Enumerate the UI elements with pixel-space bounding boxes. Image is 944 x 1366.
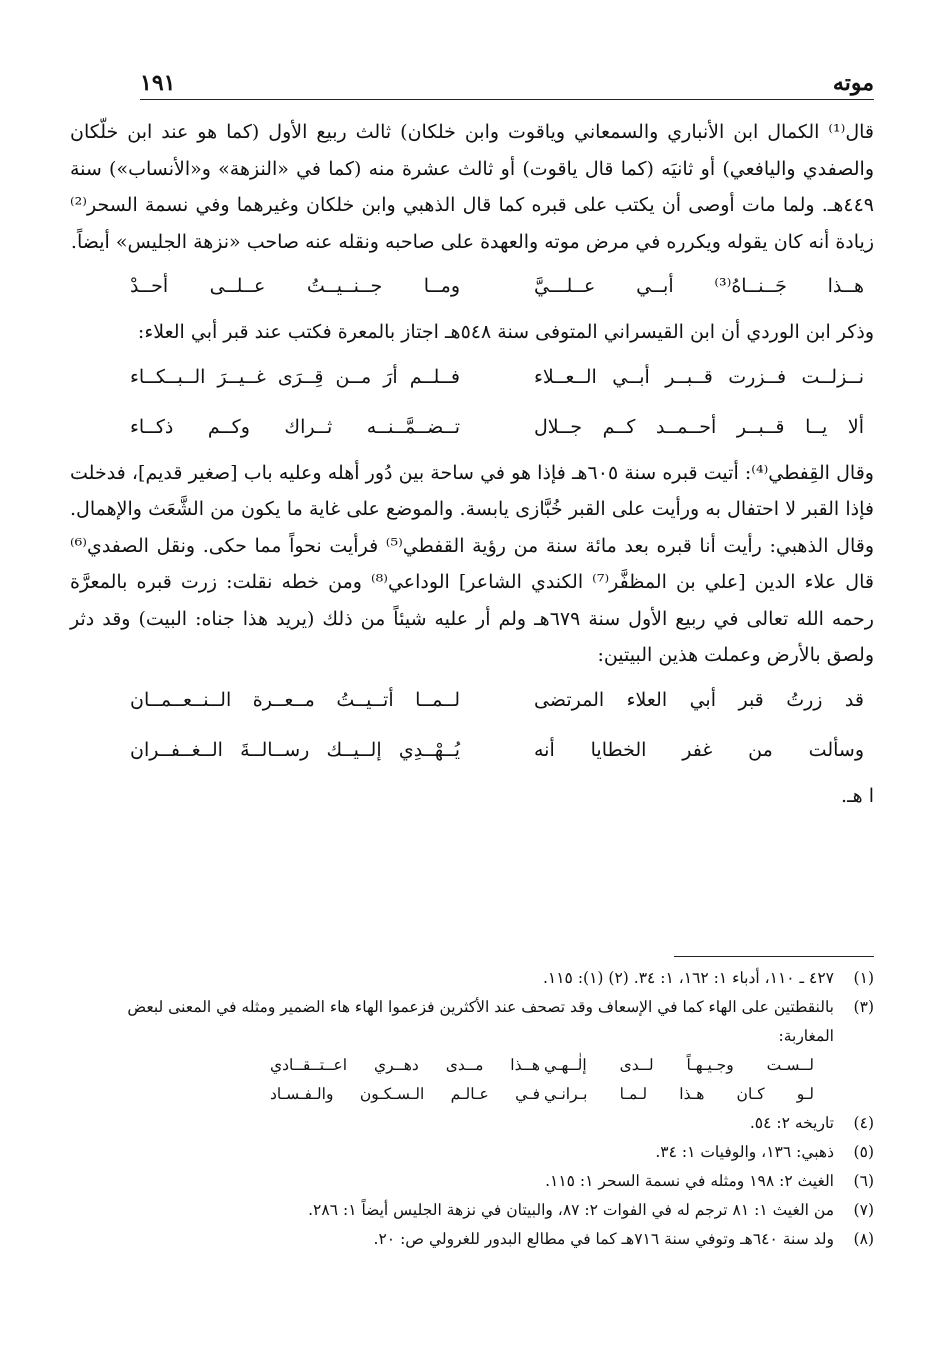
paragraph-1: قال⁽¹⁾ الكمال ابن الأنباري والسمعاني وياقوت وابن خلكان) ثالث ربيع الأول (كما هو عند ابن خلّكان والصفدي واليافعي) أو ثانيَه (كما قال ياقوت) أو ثالث عشرة منه (كما في «النزهة» و«الأنساب») سنة ٤٤٩هـ. ولما مات أوصى أن يكتب على قبره كما قال الذهبي وابن خلكان وغيرهما وفي نسمة السحر⁽²⁾ زيادة أنه كان يقوله ويكرره في مرض موته والعهدة على صاحبه ونقله عنه صاحب «نزهة الجليس» أيضاً. [70,121,874,253]
paragraph-2: وذكر ابن الوردي أن ابن القيسراني المتوفى سنة ٥٤٨هـ اجتاز بالمعرة فكتب عند قبر أبي العلاء: [137,321,874,343]
footnote [70,1196,874,1225]
hemistich-left: هــذا مــدى دهــري اعــتــقــادي [270,1056,540,1074]
footnote-number: (٤) [853,1114,874,1132]
hemistich-right: نــزلــت فــزرت قــبــر أبــي الــعــلاء [534,365,864,388]
header-title: موته [832,70,874,96]
hemistich-left: تــضــمَّــنــه ثــراك وكــم ذكــاء [130,415,460,438]
footnote [70,1138,874,1167]
footnote-number: (٨) [853,1230,874,1248]
footnote [70,1109,874,1138]
footnote-rule [674,956,874,957]
end-mark: ا هـ. [841,784,874,807]
verse-line [130,264,864,308]
running-header [140,62,874,96]
footnote-text: بالنقطتين على الهاء كما في الإسعاف وقد تصحف عند الأكثرين فزعموا الهاء هاء الضمير ومثله في المعنى لبعض المغاربة: [127,998,834,1045]
verse-line [130,405,864,449]
hemistich-right: قد زرتُ قبر أبي العلاء المرتضى [534,688,864,711]
footnote-number: (١) [853,969,874,987]
footnote-text: الغيث ٢: ١٩٨ ومثله في نسمة السحر ١: ١١٥. [545,1172,834,1190]
footnote-text: ولد سنة ٦٤٠هـ وتوفي سنة ٧١٦هـ كما في مطالع البدور للغرولي ص: ٢٠. [373,1230,834,1248]
footnotes [70,964,874,1254]
hemistich-left: يُــهْــدِي إلــيــك رســالــةَ الــغــفــران [130,738,460,761]
footnote-text: ذهبي: ١٣٦، والوفيات ١: ٣٤. [655,1143,834,1161]
verse-line [130,355,864,399]
footnote-number: (٥) [853,1143,874,1161]
footnote-text: تاريخه ٢: ٥٤. [749,1114,834,1132]
footnote-number: (٣) [853,998,874,1016]
hemistich-left: لــمــا أتــيــتُ مــعــرة الــنــعــمــان [130,688,460,711]
main-text [70,114,874,814]
footnote-text: ٤٢٧ ـ ١١٠، أدباء ١: ١٦٢، ١: ٣٤. (٢) (١): ١١٥. [542,969,834,987]
hemistich-right: ألا يــا قــبــر أحــمــد كــم جــلال [534,415,864,438]
header-rule [140,99,874,100]
footnote [70,1225,874,1254]
footnote-number: (٧) [853,1201,874,1219]
hemistich-left: فـي عـالـم الـسـكـون والـفـسـاد [270,1085,540,1103]
footnote-text: من الغيث ١: ٨١ ترجم له في الفوات ٢: ٨٧، والبيتان في نزهة الجليس أيضاً ١: ٢٨٦. [308,1201,834,1219]
footnote-verse [270,1051,814,1080]
verse-line [130,678,864,722]
footnote [70,1167,874,1196]
hemistich-right: هــذا جَــنــاهُ⁽³⁾ أبــي عــلـــيَّ [534,275,864,297]
hemistich-right: وسألت من غفر الخطايا أنه [534,738,864,761]
footnote [70,964,874,993]
hemistich-right: لـو كـان هـذا لـمـا بـرانـي [544,1085,814,1103]
verse-line [130,728,864,772]
paragraph-3: وقال القِفطي⁽⁴⁾: أتيت قبره سنة ٦٠٥هـ فإذا هو في ساحة بين دُور أهله وعليه باب [صغير قديم]، فدخلت فإذا القبر لا احتفال به ورأيت على القبر خُبَّازى يابسة. والموضع على غاية ما يكون من الشَّعَث والإهمال. وقال الذهبي: رأيت أنا قبره بعد مائة سنة من رؤية القفطي⁽⁵⁾ فرأيت نحواً مما حكى. ونقل الصفدي⁽⁶⁾ قال علاء الدين [علي بن المظفَّر⁽⁷⁾ الكندي الشاعر] الوداعي⁽⁸⁾ ومن خطه نقلت: زرت قبره بالمعرَّة رحمه الله تعالى في ربيع الأول سنة ٦٧٩هـ ولم أر عليه شيئاً من ذلك (يريد هذا جناه: البيت) وقد دثر ولصق بالأرض وعملت هذين البيتين: [70,461,874,666]
footnote [70,993,874,1051]
footnote-verse [270,1080,814,1109]
footnote-number: (٦) [853,1172,874,1190]
hemistich-left: فــلــم أرَ مــن قِــرَى غــيــرَ الــبــكــاء [130,365,460,388]
page-number: ١٩١ [140,70,176,96]
hemistich-right: لــسـت وجـيـهـاً لــدى إلٰــهـي [544,1056,814,1074]
hemistich-left: ومــا جــنــيــتُ عــلــى أحــدْ [130,275,460,297]
